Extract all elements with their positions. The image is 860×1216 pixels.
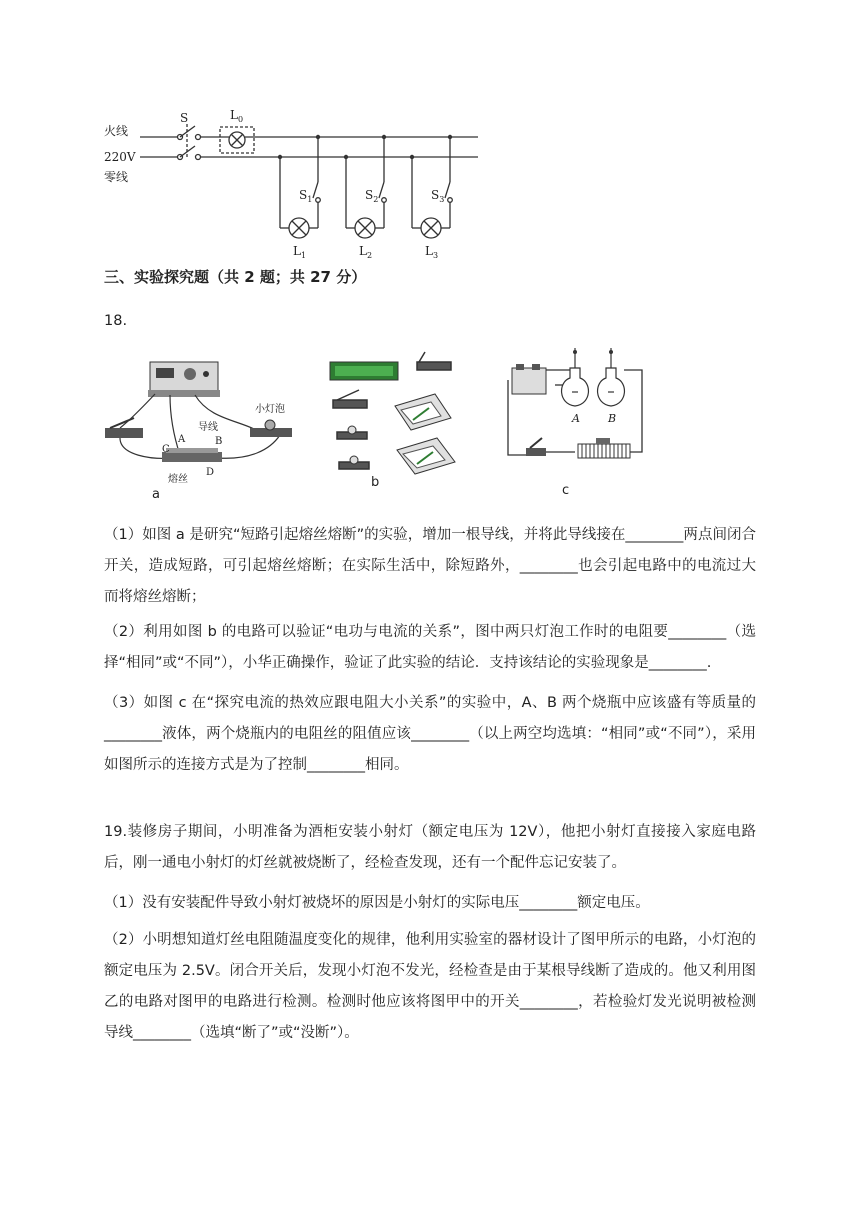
fig-b-label: b [371,475,380,490]
fig-a-fuse-label: 熔丝 [168,474,188,485]
q18-part-2: （2）利用如图 b 的电路可以验证“电功与电流的关系”，图中两只灯泡工作时的电阻要________（选择“相同”或“不同”），小华正确操作，验证了此实验的结论．支持该结论的实验现象是________. [104,624,756,671]
neutral-wire-label: 零线 [104,170,129,184]
q19-intro: 19.装修房子期间，小明准备为酒柜安装小射灯（额定电压为 12V），他把小射灯直接接入家庭电路后，刚一通电小射灯的灯丝就被烧断了，经检查发现，还有一个配件忘记安装了。 [104,824,756,871]
section-heading: 三、实验探究题（共 2 题；共 27 分） [104,268,367,286]
q19-part-2: （2）小明想知道灯丝电阻随温度变化的规律，他利用实验室的器材设计了图甲所示的电路，小灯泡的额定电压为 2.5V。闭合开关后，发现小灯泡不发光，经检查是由于某根导线断了造成的。他又利用图乙的电路对图甲的电路进行检测。检测时他应该将图甲中的开关________，若检验灯发光说明被检测导线________（选填“断了”或“没断”）。 [104,932,756,1041]
voltage-label: 220V [104,150,136,164]
check-lamp-label: $L_0$ [230,108,244,124]
fig-a-wire-label: 导线 [198,422,218,433]
fig-a-point-b: B [215,436,223,447]
fig-c-flask-b-label: B [608,412,617,425]
household-circuit-diagram [100,100,490,265]
fig-c-flask-a-label: A [572,412,580,425]
figure-c-heating-effect-circuit [500,340,650,500]
switch-s1-label: $S_1$ [299,188,313,204]
fig-a-point-c: C [162,444,170,455]
lamp-l1-label: $L_1$ [293,244,307,260]
figure-b-electric-work-circuit [325,350,465,495]
figure-a-fuse-short-circuit [100,350,305,505]
question-18-number: 18. [104,313,128,329]
fig-c-label: c [562,483,570,498]
lamp-l3-label: $L_3$ [425,244,439,260]
lamp-l2-label: $L_2$ [359,244,373,260]
fig-a-label: a [152,487,160,502]
live-wire-label: 火线 [104,124,129,138]
fig-a-bulb-label: 小灯泡 [255,404,285,415]
fig-a-point-a: A [178,434,186,445]
switch-s3-label: $S_3$ [431,188,445,204]
q18-part-1: （1）如图 a 是研究“短路引起熔丝熔断”的实验，增加一根导线，并将此导线接在________两点间闭合开关，造成短路，可引起熔丝熔断；在实际生活中，除短路外，________也会引起电路中的电流过大而将熔丝熔断； [104,527,756,605]
main-switch-label: S [180,111,189,125]
switch-s2-label: $S_2$ [365,188,379,204]
fig-a-point-d: D [206,467,215,478]
q19-part-1: （1）没有安装配件导致小射灯被烧坏的原因是小射灯的实际电压________额定电压。 [104,895,650,911]
q18-part-3: （3）如图 c 在“探究电流的热效应跟电阻大小关系”的实验中，A、B 两个烧瓶中应该盛有等质量的________液体，两个烧瓶内的电阻丝的阻值应该________（以上两空均选填：“相同”或“不同”），采用如图所示的连接方式是为了控制________相同。 [104,695,756,773]
